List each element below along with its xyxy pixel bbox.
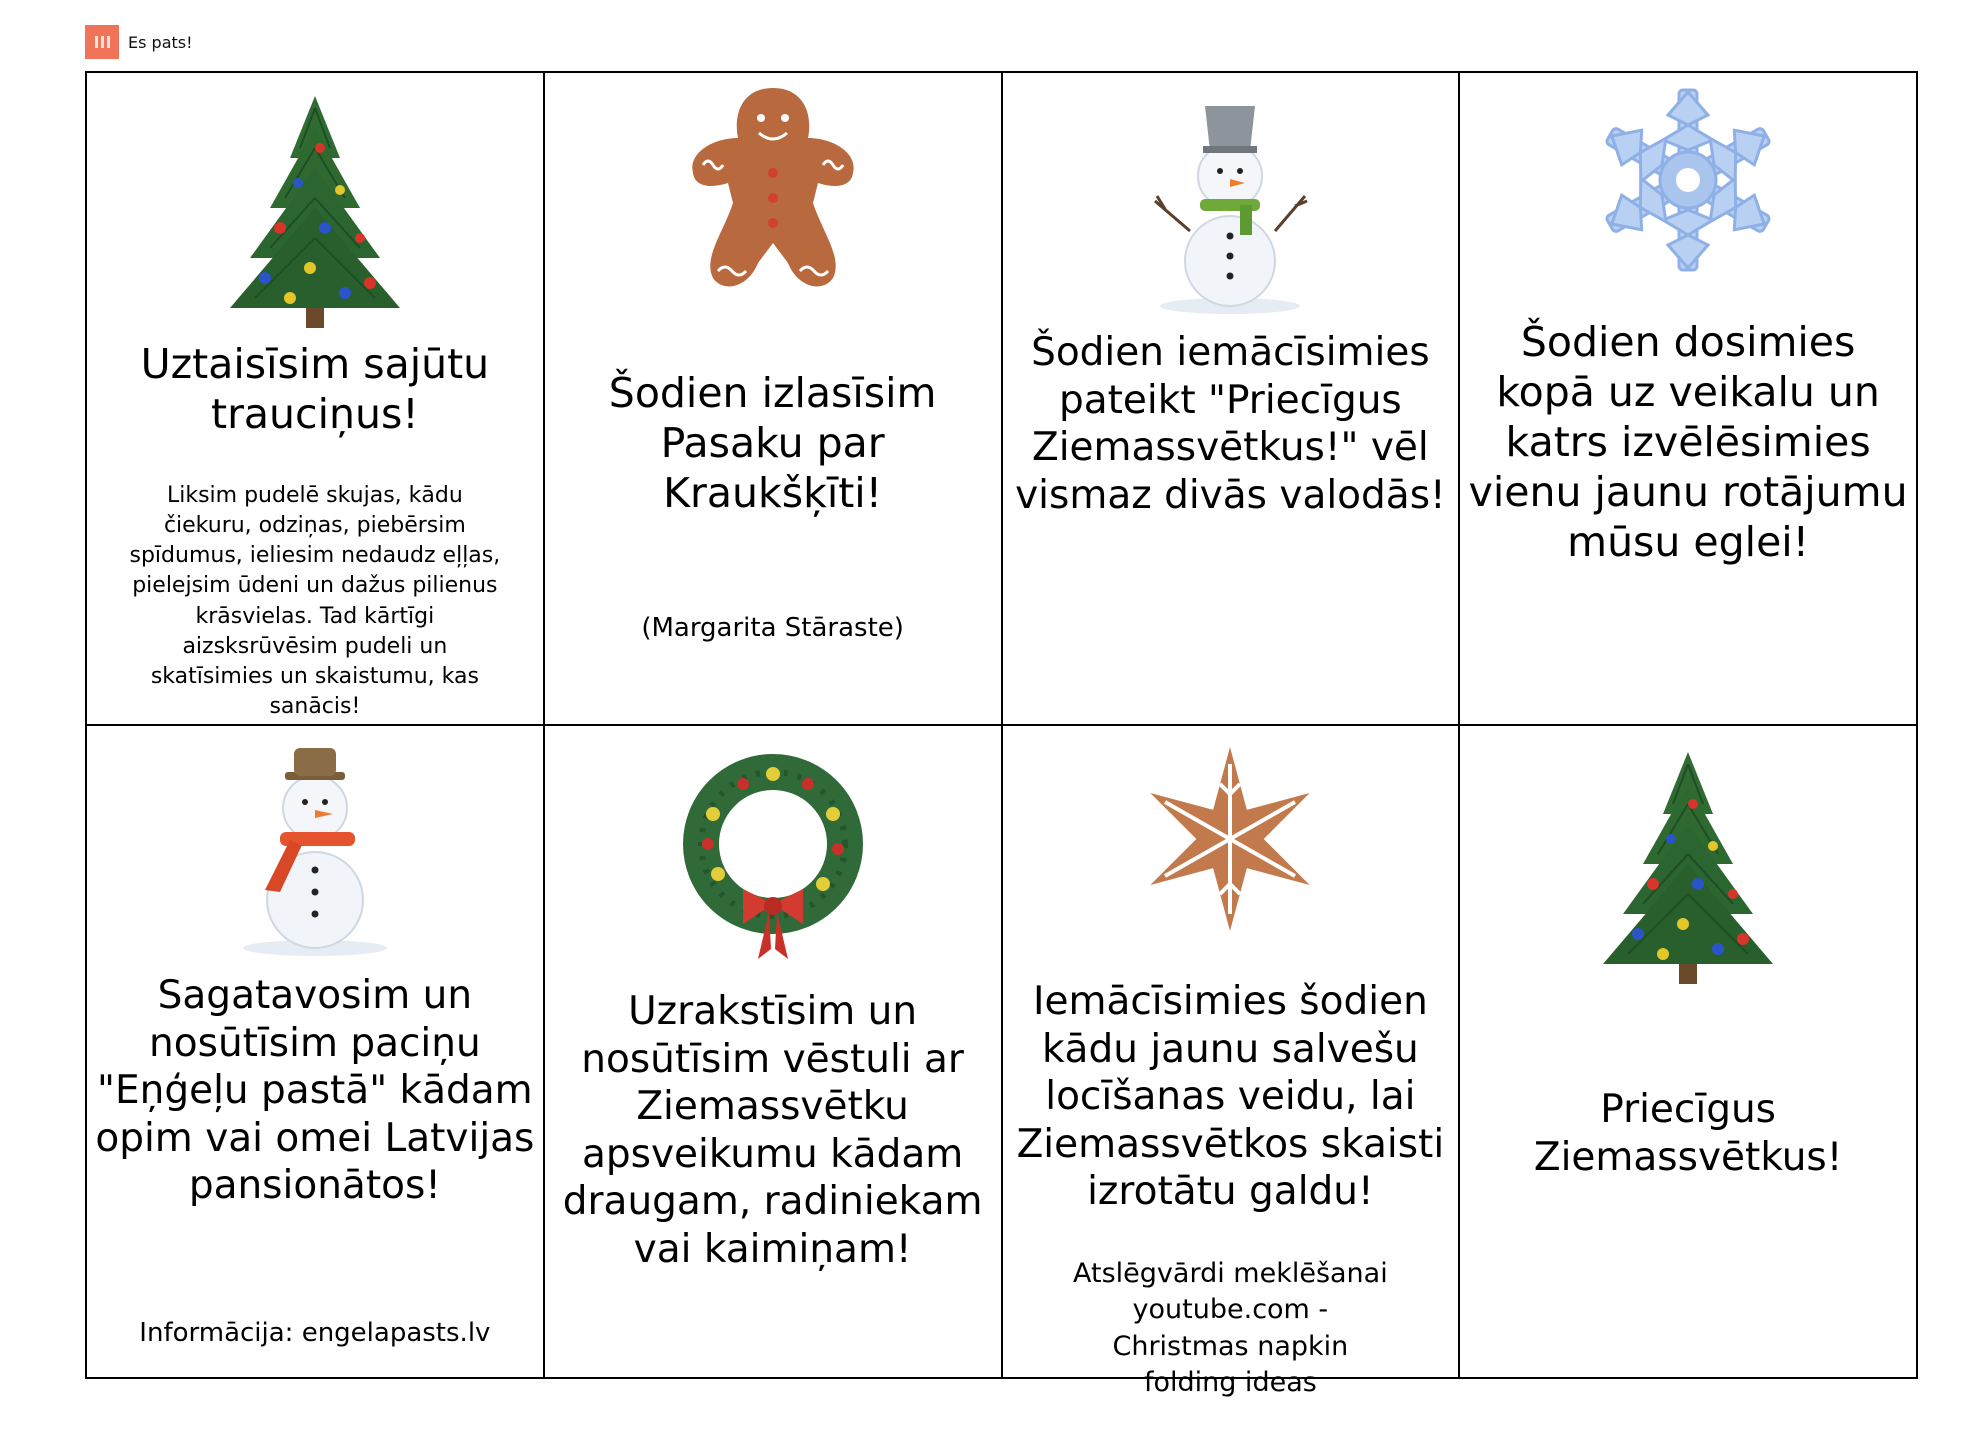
menu-icon[interactable] bbox=[85, 25, 119, 59]
gingerbread-man-icon bbox=[683, 83, 863, 298]
wreath-icon bbox=[673, 744, 873, 969]
page-title: Es pats! bbox=[128, 32, 193, 52]
card-1-text: Liksim pudelē skujas, kādu čiekuru, odziņas, piebērsim spīdumus, ieliesim nedaudz eļļas, pielejsim ūdeni un dažus pilienus krāsvielas. Tad kārtīgi aizsksrūvēsim pudeli un skatīsimies un skaistumu, kas sanācis! bbox=[129, 483, 501, 719]
snowman-bucket-icon bbox=[1145, 101, 1315, 321]
card-5 bbox=[87, 726, 545, 1379]
card-8-title: Priecīgus Ziemassvētkus! bbox=[1533, 1087, 1843, 1180]
card-5-note: Informācija: engelapasts.lv bbox=[139, 1318, 491, 1348]
card-2-title: Šodien izlasīsim Pasaku par Kraukšķīti! bbox=[608, 369, 937, 518]
card-6-title: Uzrakstīsim un nosūtīsim vēstuli ar Ziemassvētku apsveikumu kādam draugam, radiniekam vai kaimiņam! bbox=[562, 989, 983, 1272]
card-8 bbox=[1460, 726, 1918, 1379]
card-3 bbox=[1003, 73, 1461, 726]
card-7-note: Atslēgvārdi meklēšanai youtube.com - Christmas napkin folding ideas bbox=[1073, 1258, 1388, 1399]
card-3-title: Šodien iemācīsimies pateikt "Priecīgus Ziemassvētkus!" vēl vismaz divās valodās! bbox=[1015, 330, 1446, 518]
card-7 bbox=[1003, 726, 1461, 1399]
card-2-note: (Margarita Stāraste) bbox=[641, 613, 904, 643]
card-1 bbox=[87, 73, 545, 726]
christmas-tree-icon bbox=[220, 88, 410, 338]
card-4-title: Šodien dosimies kopā uz veikalu un katrs izvēlēsimies vienu jaunu rotājumu mūsu eglei! bbox=[1468, 318, 1908, 567]
card-1-title: Uztaisīsim sajūtu trauciņus! bbox=[140, 340, 490, 439]
card-2 bbox=[545, 73, 1003, 726]
card-4 bbox=[1460, 73, 1918, 726]
christmas-tree-icon bbox=[1593, 744, 1783, 994]
gingerbread-star-icon bbox=[1120, 744, 1340, 934]
header bbox=[85, 24, 193, 60]
activity-grid bbox=[85, 71, 1918, 1399]
card-5-title: Sagatavosim un nosūtīsim paciņu "Eņģeļu pastā" kādam opim vai omei Latvijas pansionātos! bbox=[95, 973, 535, 1209]
snowflake-icon bbox=[1593, 85, 1783, 275]
card-6 bbox=[545, 726, 1003, 1379]
card-7-title: Iemācīsimies šodien kādu jaunu salvešu locīšanas veidu, lai Ziemassvētkos skaisti izrotātu galdu! bbox=[1016, 979, 1445, 1215]
snowman-scarf-icon bbox=[230, 740, 400, 960]
